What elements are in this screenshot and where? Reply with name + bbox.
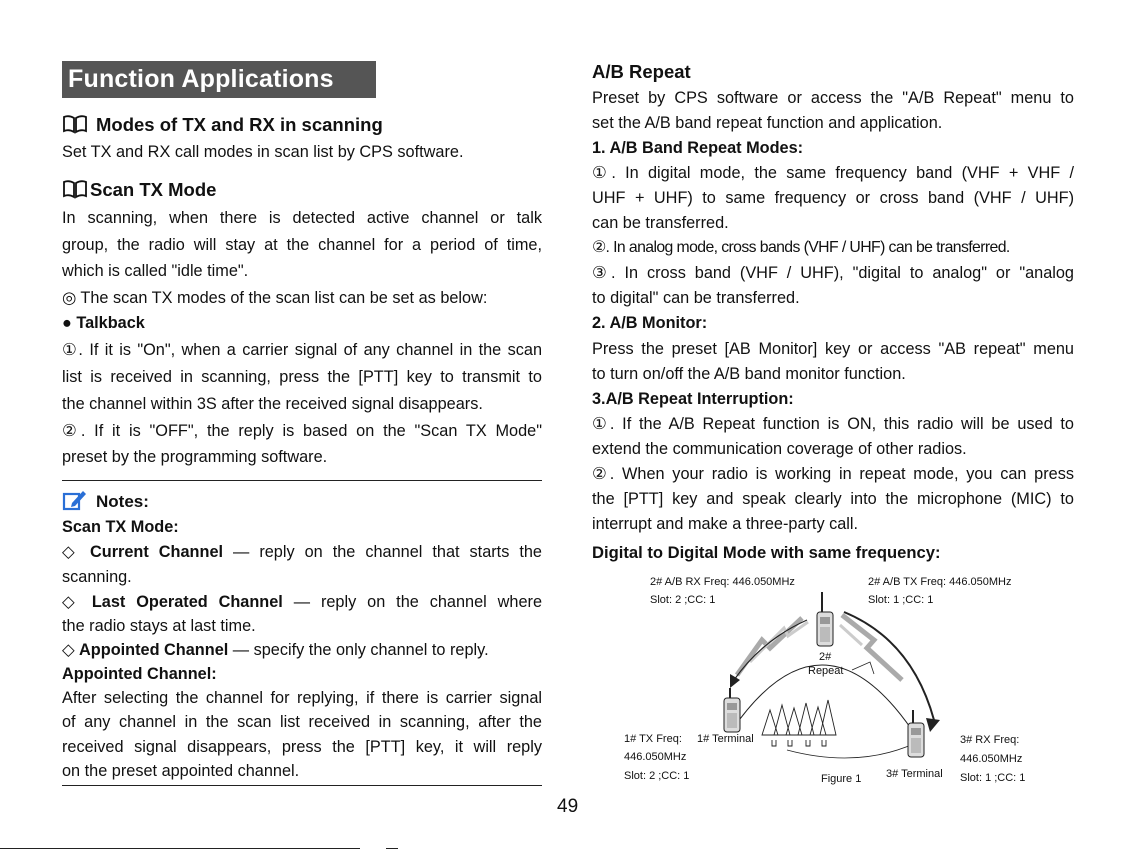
appointed-desc: — specify the only channel to reply.	[228, 641, 489, 659]
scan-tx-para-4: ◎ The scan TX modes of the scan list can be set as below:	[62, 289, 488, 307]
tx-slot-2-label: Slot: 1 ;CC: 1	[868, 594, 934, 606]
current-channel-label: Current Channel	[90, 543, 224, 561]
rx-slot-2-label: Slot: 2 ;CC: 1	[650, 594, 716, 606]
monitor-heading: 2. A/B Monitor:	[592, 314, 708, 332]
scan-tx-para-2: group, the radio will stay at the channel for a period of time,	[62, 236, 542, 254]
repeater-radio-icon	[817, 592, 833, 646]
modes-heading	[62, 112, 383, 139]
scan-tx-para-3: which is called "idle time".	[62, 262, 249, 280]
figure-caption: Figure 1	[821, 773, 862, 785]
interruption-1-line-2: extend the communication coverage of other radios.	[592, 440, 967, 458]
last-operated-desc: — reply on the channel where	[282, 593, 542, 611]
divider-bottom	[62, 785, 542, 786]
monitor-line-2: to turn on/off the A/B band monitor function.	[592, 365, 906, 383]
mode-1-line-1: ①. In digital mode, the same frequency band (VHF + VHF /	[592, 164, 1074, 182]
band-repeat-heading: 1. A/B Band Repeat Modes:	[592, 139, 804, 157]
modes-text: Set TX and RX call modes in scan list by CPS software.	[62, 143, 464, 161]
scan-tx-title: Scan TX Mode	[90, 179, 217, 200]
mode-3-line-1: ③. In cross band (VHF / UHF), "digital to analog" or "analog	[592, 264, 1074, 282]
appointed-para-2: of any channel in the scan list received in scanning, after the	[62, 713, 542, 731]
mode-1-line-3: can be transferred.	[592, 214, 729, 232]
terminal-3-freq-a: 3# RX Freq:	[960, 734, 1020, 746]
last-operated-line: ◇ Last Operated Channel — reply on the channel where	[62, 593, 542, 611]
scan-tx-para-1: In scanning, when there is detected active channel or talk	[62, 209, 542, 227]
scan-tx-heading	[62, 177, 216, 204]
talkback-label: ● Talkback	[62, 314, 145, 332]
terminal-1-slot: Slot: 2 ;CC: 1	[624, 770, 690, 782]
interruption-2-line-1: ②. When your radio is working in repeat mode, you can press	[592, 465, 1074, 483]
terminal-3-radio-icon	[908, 710, 924, 757]
current-channel-line-2: scanning.	[62, 568, 132, 586]
notes-heading	[62, 488, 149, 515]
footer-rule-mark	[386, 848, 398, 849]
rx-freq-2-label: 2# A/B RX Freq: 446.050MHz	[650, 576, 795, 588]
mode-2-line: ②. In analog mode, cross bands (VHF / UHF) can be transferred.	[592, 239, 1010, 256]
appointed-label-inline: Appointed Channel	[79, 641, 229, 659]
terminal-3-label: 3# Terminal	[886, 768, 943, 780]
talkback-para-5: preset by the programming software.	[62, 448, 328, 466]
footer-rule	[0, 848, 360, 849]
monitor-line-1: Press the preset [AB Monitor] key or access "AB repeat" menu	[592, 340, 1074, 358]
terminal-1-freq-a: 1# TX Freq:	[624, 733, 682, 745]
current-channel-line: ◇ Current Channel — reply on the channel that starts the	[62, 543, 542, 561]
terminal-1-freq-b: 446.050MHz	[624, 751, 687, 763]
interruption-2-line-2: the [PTT] key and speak clearly into the microphone (MIC) to	[592, 490, 1074, 508]
talkback-para-4: ②. If it is "OFF", the reply is based on the "Scan TX Mode"	[62, 422, 542, 440]
appointed-para-4: on the preset appointed channel.	[62, 762, 300, 780]
terminal-3-slot: Slot: 1 ;CC: 1	[960, 772, 1026, 784]
last-operated-line-2: the radio stays at last time.	[62, 617, 256, 635]
terminal-1-label: 1# Terminal	[697, 733, 754, 745]
repeat-label: Repeat	[808, 665, 844, 677]
interruption-1-line-1: ①. If the A/B Repeat function is ON, this radio will be used to	[592, 415, 1074, 433]
appointed-para-1: After selecting the channel for replying, if there is carrier signal	[62, 689, 542, 707]
book-icon	[62, 114, 88, 134]
book-icon	[62, 179, 88, 199]
tx-freq-2-label: 2# A/B TX Freq: 446.050MHz	[868, 576, 1012, 588]
forest-icon	[762, 700, 836, 746]
repeat-number: 2#	[819, 651, 832, 663]
repeat-diagram	[612, 570, 1052, 790]
current-channel-desc: — reply on the channel that starts the	[223, 543, 542, 561]
appointed-heading: Appointed Channel:	[62, 665, 217, 683]
appointed-line: ◇ Appointed Channel — specify the only channel to reply.	[62, 641, 489, 659]
terminal-3-freq-b: 446.050MHz	[960, 753, 1023, 765]
mode-3-line-2: to digital" can be transferred.	[592, 289, 800, 307]
ab-para-2: set the A/B band repeat function and application.	[592, 114, 943, 132]
page-number: 49	[557, 796, 579, 817]
section-banner: Function Applications	[62, 61, 376, 98]
terminal-1-radio-icon	[724, 688, 740, 732]
talkback-para-3: the channel within 3S after the received signal disappears.	[62, 395, 483, 413]
notes-label: Notes:	[96, 492, 149, 511]
ground-line	[787, 740, 922, 758]
ab-repeat-title: A/B Repeat	[592, 61, 691, 82]
last-operated-label: Last Operated Channel	[91, 593, 283, 611]
scan-tx-mode-label: Scan TX Mode:	[62, 518, 179, 536]
ab-para-1: Preset by CPS software or access the "A/B Repeat" menu to	[592, 89, 1074, 107]
edit-icon	[62, 488, 88, 512]
appointed-para-3: received signal disappears, press the [PTT] key, it will reply	[62, 738, 542, 756]
mode-1-line-2: UHF + UHF) to same frequency or cross band (VHF / UHF)	[592, 189, 1074, 207]
signal-arrow-left	[730, 618, 808, 688]
modes-title: Modes of TX and RX in scanning	[96, 114, 383, 135]
interruption-2-line-3: interrupt and make a three-party call.	[592, 515, 859, 533]
interruption-heading: 3.A/B Repeat Interruption:	[592, 390, 794, 408]
digital-mode-heading: Digital to Digital Mode with same frequency:	[592, 543, 941, 562]
divider	[62, 480, 542, 481]
angle-mark	[852, 662, 874, 674]
talkback-para-1: ①. If it is "On", when a carrier signal of any channel in the scan	[62, 341, 542, 359]
signal-arrow-right	[840, 612, 940, 732]
talkback-para-2: list is received in scanning, press the [PTT] key to transmit to	[62, 368, 542, 386]
